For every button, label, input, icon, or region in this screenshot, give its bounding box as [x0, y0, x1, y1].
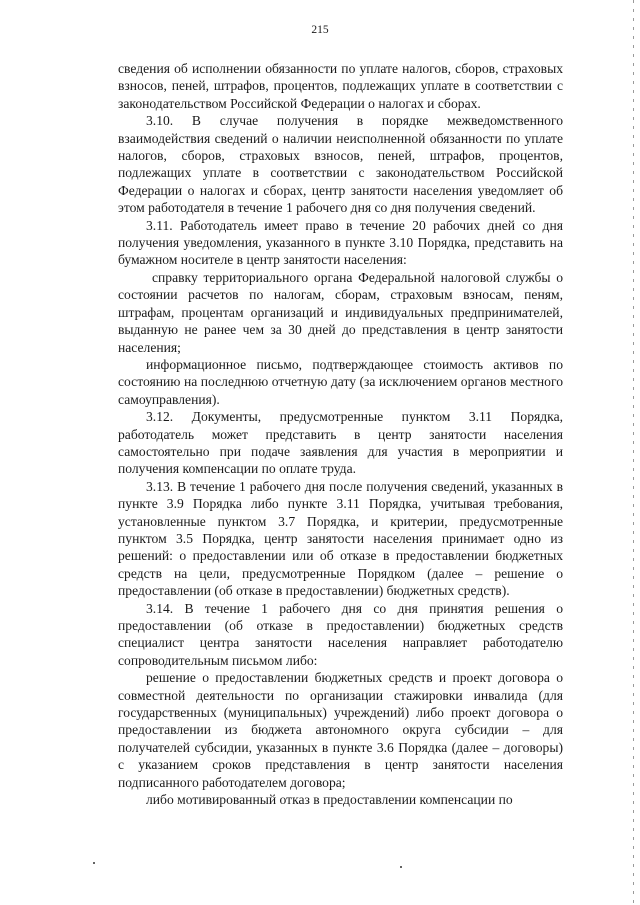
paragraph-list-item-refusal: либо мотивированный отказ в предоставлении компенсации по	[146, 792, 513, 808]
page-number: 215	[311, 24, 329, 36]
paragraph-3-13: 3.13. В течение 1 рабочего дня после получения сведений, указанных в пункте 3.9 Порядка либо пункте 3.11 Порядка, учитывая требования, установленные пунктом 3.7 Порядка, и критерии, предусмотренные пунктом 3.5 Порядка, центр занятости населения принимает одно из решений: о предоставлении или об отказе в предоставлении бюджетных средств на цели, предусмотренные Порядком (далее – решение о предоставлении (об отказе в предоставлении) бюджетных средств).	[118, 478, 563, 599]
scan-dot	[93, 862, 95, 864]
paragraph-3-11: 3.11. Работодатель имеет право в течение 20 рабочих дней со дня получения уведомления, указанного в пункте 3.10 Порядка, представить на бумажном носителе в центр занятости населения:	[118, 217, 563, 268]
paragraph-continuation: сведения об исполнении обязанности по уплате налогов, сборов, страховых взносов, пеней, штрафов, процентов, подлежащих уплате в соответствии с законодательством Российской Федерации о налогах и сборах.	[118, 61, 563, 111]
page-edge-mark	[633, 0, 634, 905]
document-body	[118, 60, 563, 808]
paragraph-3-14: 3.14. В течение 1 рабочего дня со дня принятия решения о предоставлении (об отказе в предоставлении) бюджетных средств специалист центра занятости населения направляет работодателю сопроводительным письмом либо:	[118, 600, 563, 668]
paragraph-list-item-tax-certificate: справку территориального органа Федеральной налоговой службы о состоянии расчетов по налогам, сборам, страховым взносам, пеням, штрафам, процентам организаций и индивидуальных предпринимателей, выданную не ранее чем за 30 дней до представления в центр занятости населения;	[118, 269, 563, 355]
paragraph-3-12: 3.12. Документы, предусмотренные пунктом 3.11 Порядка, работодатель может представить в центр занятости населения самостоятельно при подаче заявления для участия в мероприятии и получения компенсации по оплате труда.	[118, 409, 563, 477]
paragraph-list-item-decision: решение о предоставлении бюджетных средств и проект договора о совместной деятельности по организации стажировки инвалида (для государственных (муниципальных) учреждений) либо проект договора о предоставлении из бюджета автономного округа субсидии – для получателей субсидии, указанных в пункте 3.6 Порядка (далее – договоры) с указанием сроков представления в центр занятости населения подписанного работодателем договора;	[118, 670, 563, 790]
scan-dot	[400, 866, 402, 868]
paragraph-list-item-info-letter: информационное письмо, подтверждающее стоимость активов по состоянию на последнюю отчетную дату (за исключением органов местного самоуправления).	[118, 356, 563, 407]
paragraph-3-10: 3.10. В случае получения в порядке межведомственного взаимодействия сведений о наличии неисполненной обязанности по уплате налогов, сборов, страховых взносов, пеней, штрафов, процентов, подлежащих уплате в соответствии с законодательством Российской Федерации о налогах и сборах, центр занятости населения уведомляет об этом работодателя в течение 1 рабочего дня со дня получения сведений.	[118, 113, 563, 216]
